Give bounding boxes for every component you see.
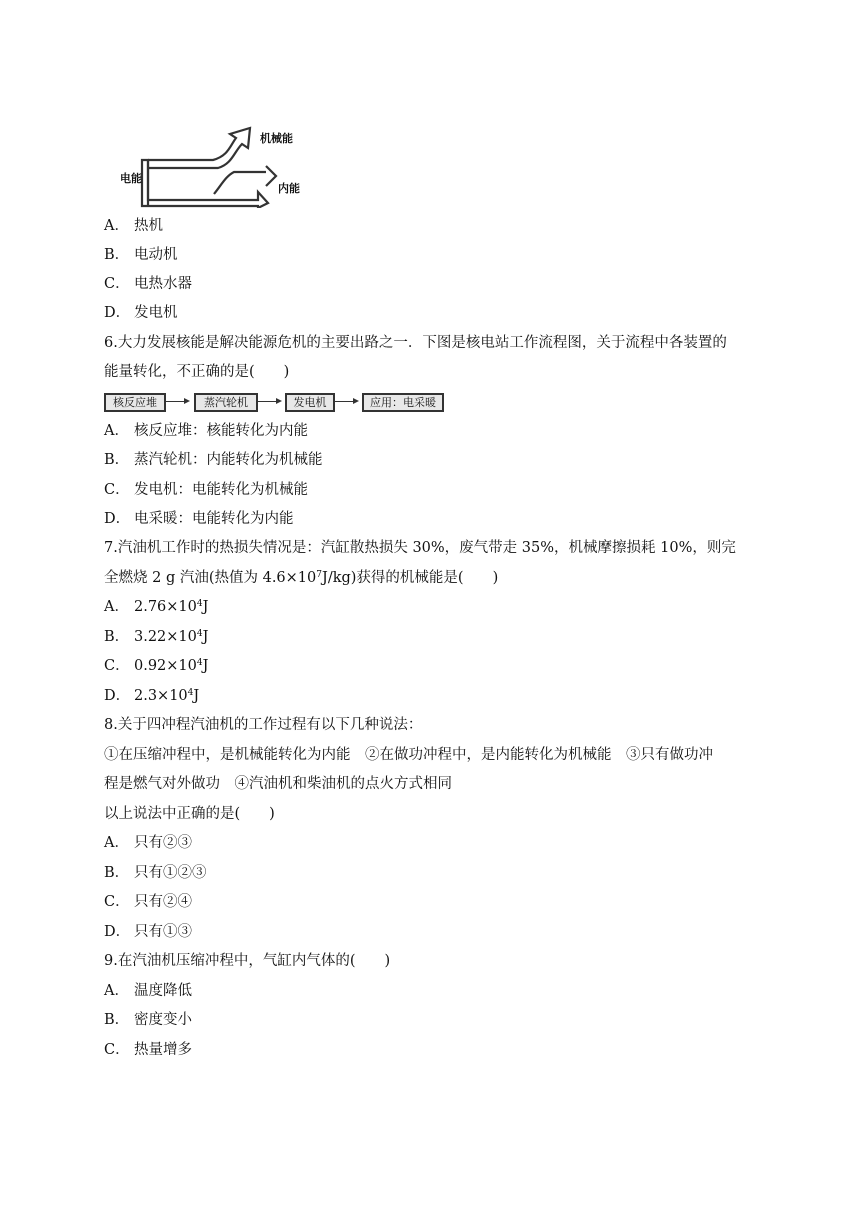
flow-box-turbine: 蒸汽轮机 [194, 393, 258, 412]
diagram-label-internal: 内能 [278, 182, 300, 195]
q9-option-c[interactable]: C． 热量增多 [104, 1042, 192, 1058]
q5-option-d[interactable]: D． 发电机 [104, 305, 178, 321]
flow-box-reactor: 核反应堆 [104, 393, 166, 412]
q8-option-b[interactable]: B． 只有①②③ [104, 865, 207, 881]
q6-option-d[interactable]: D． 电采暖：电能转化为内能 [104, 511, 294, 527]
q7-stem-line1: 7.汽油机工作时的热损失情况是：汽缸散热损失 30%，废气带走 35%，机械摩擦损耗 10%，则完 [104, 540, 736, 556]
q6-stem-line2: 能量转化，不正确的是( ) [104, 364, 290, 380]
q5-option-a[interactable]: A． 热机 [104, 218, 163, 234]
q7-option-b[interactable]: B． $3.22\times 10^4J$ [104, 629, 209, 645]
q7-option-c[interactable]: C． $0.92\times 10^4J$ [104, 658, 209, 674]
flow-box-heating: 应用：电采暖 [362, 393, 444, 412]
q6-option-a[interactable]: A． 核反应堆：核能转化为内能 [104, 423, 308, 439]
q7-option-a[interactable]: A． $2.76\times 10^4J$ [104, 599, 209, 615]
flow-box-generator: 发电机 [285, 393, 335, 412]
q9-stem: 9.在汽油机压缩冲程中，气缸内气体的( ) [104, 953, 391, 969]
q7-stem-line2: 全燃烧 2 g 汽油(热值为 $4.6\times 10^7J/kg$)获得的机械能是( ) [104, 570, 499, 586]
energy-flow-diagram [118, 122, 308, 208]
q6-option-b[interactable]: B． 蒸汽轮机：内能转化为机械能 [104, 452, 323, 468]
nuclear-flow-chart [104, 393, 444, 411]
flow-arrow [164, 401, 188, 402]
diagram-label-input: 电能 [120, 172, 142, 185]
q6-stem-line1: 6.大力发展核能是解决能源危机的主要出路之一．下图是核电站工作流程图，关于流程中各装置的 [104, 335, 727, 351]
flow-arrow [333, 401, 357, 402]
q8-option-c[interactable]: C． 只有②④ [104, 894, 192, 910]
diagram-label-mechanical: 机械能 [260, 132, 293, 145]
q9-option-a[interactable]: A． 温度降低 [104, 983, 192, 999]
q8-option-a[interactable]: A． 只有②③ [104, 835, 192, 851]
q5-option-b[interactable]: B． 电动机 [104, 247, 178, 263]
q8-stem-line3: 程是燃气对外做功 ④汽油机和柴油机的点火方式相同 [104, 776, 452, 792]
q8-stem-line4: 以上说法中正确的是( ) [104, 806, 275, 822]
q6-option-c[interactable]: C． 发电机：电能转化为机械能 [104, 482, 308, 498]
q8-stem-line1: 8.关于四冲程汽油机的工作过程有以下几种说法： [104, 717, 423, 733]
flow-arrow [256, 401, 280, 402]
q8-option-d[interactable]: D． 只有①③ [104, 924, 192, 940]
q7-option-d[interactable]: D． $2.3\times 10^4J$ [104, 688, 200, 704]
q5-option-c[interactable]: C． 电热水器 [104, 276, 192, 292]
q8-stem-line2: ①在压缩冲程中，是机械能转化为内能 ②在做功冲程中，是内能转化为机械能 ③只有做功冲 [104, 747, 713, 763]
q9-option-b[interactable]: B． 密度变小 [104, 1012, 192, 1028]
